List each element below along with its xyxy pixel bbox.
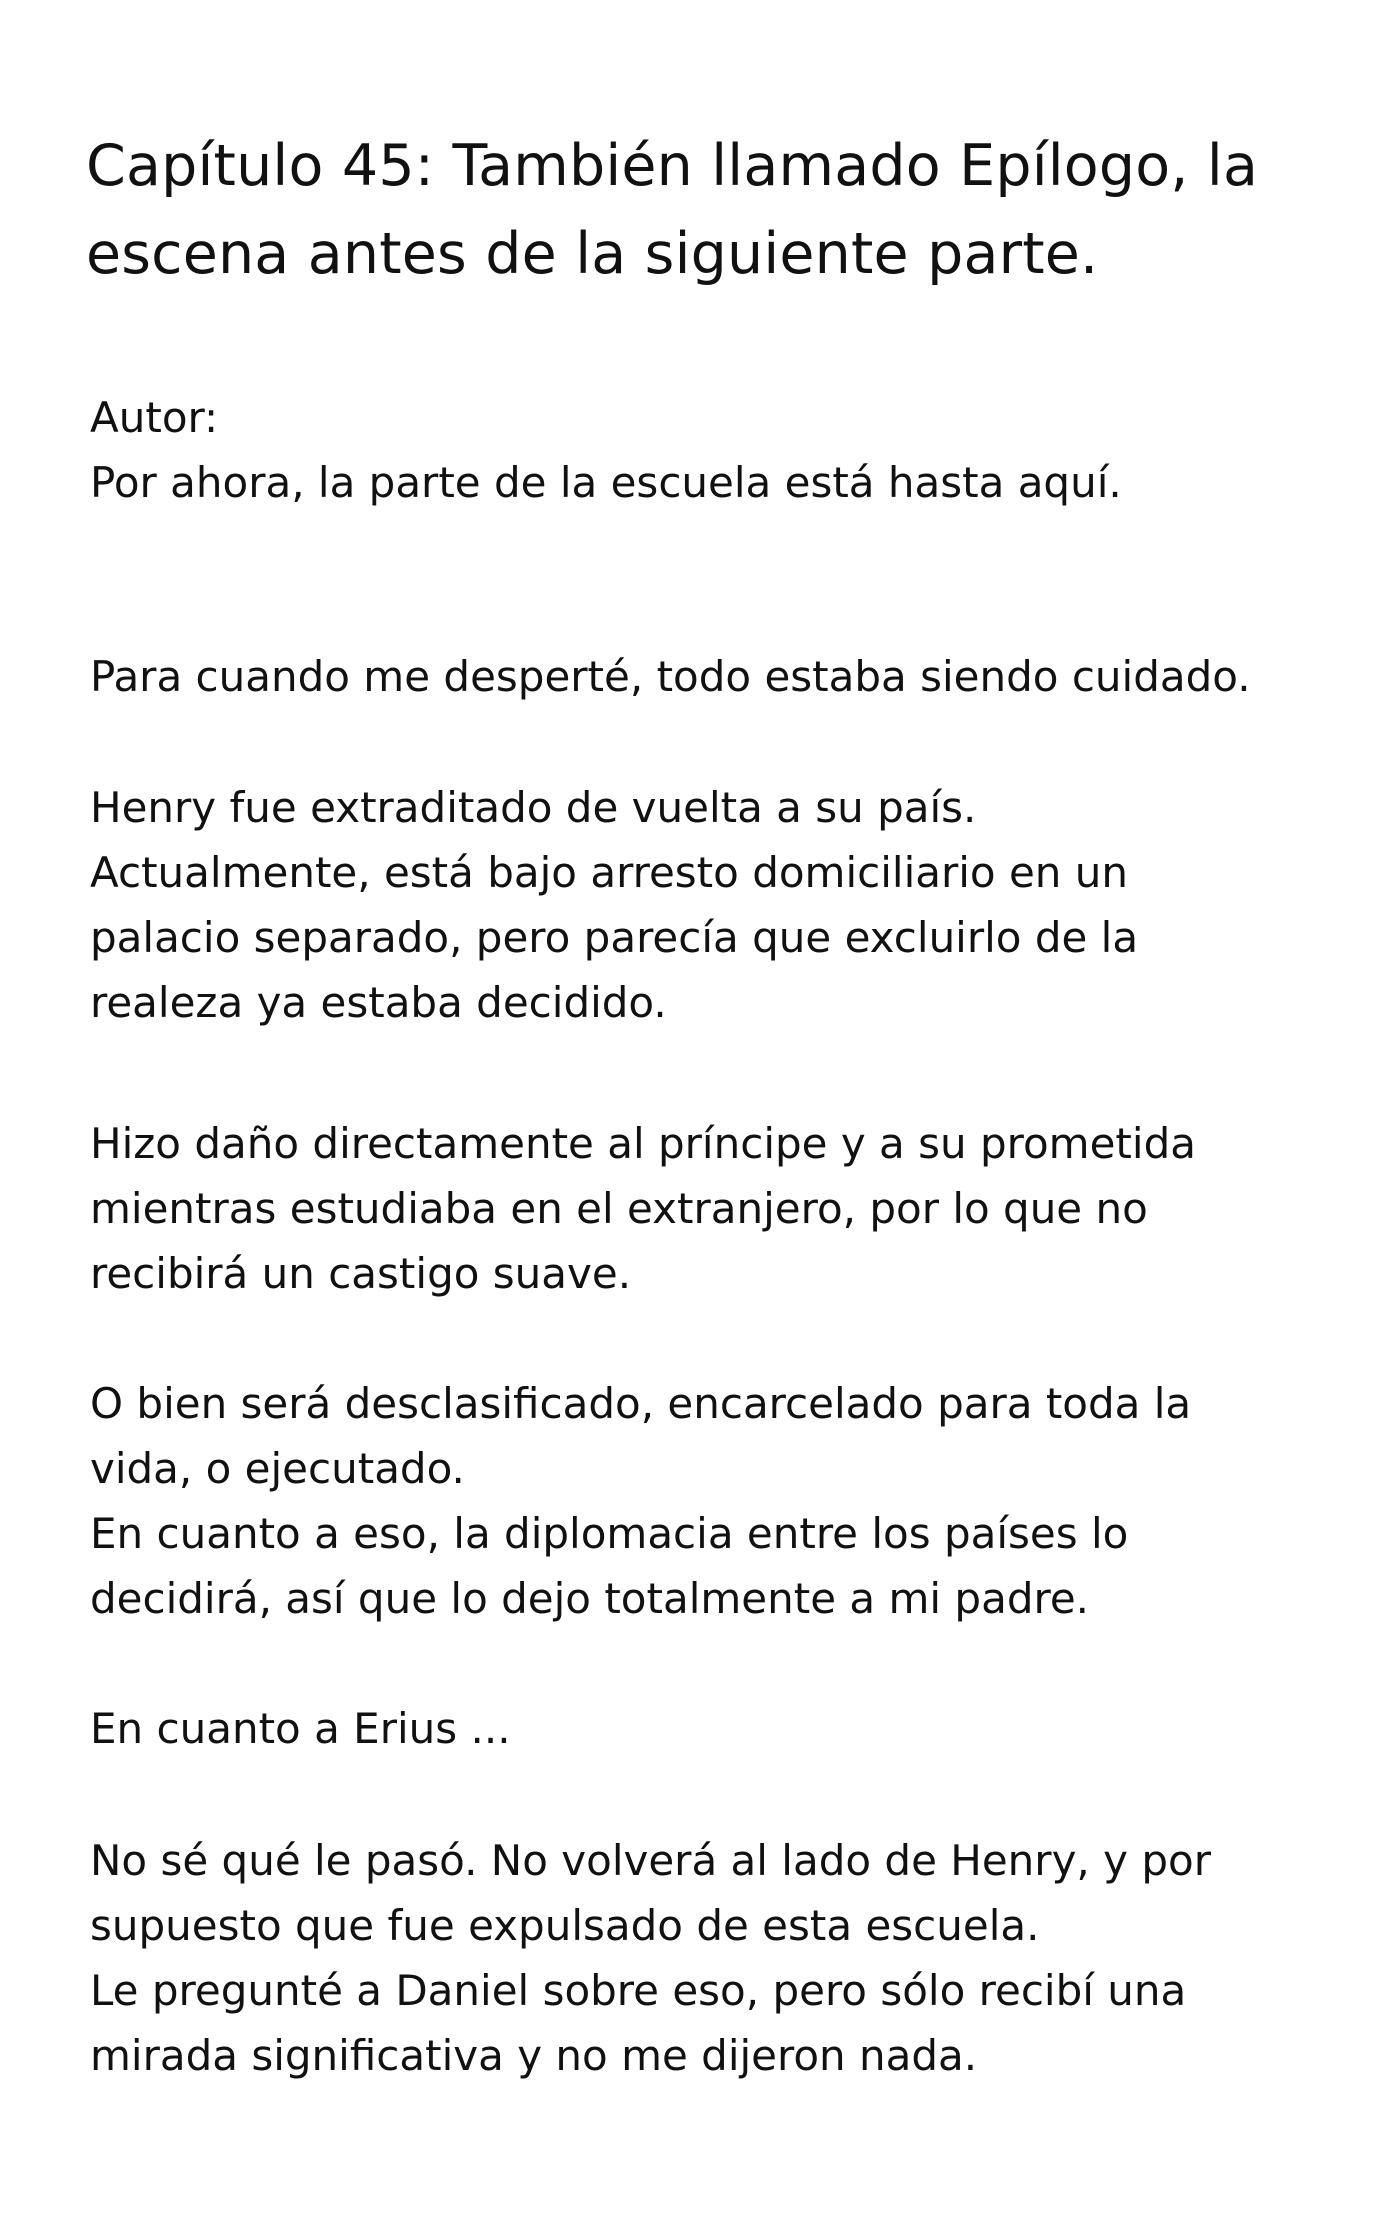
paragraph xyxy=(90,1371,1330,1631)
text-line: recibirá un castigo suave. xyxy=(90,1249,632,1298)
text-line: Actualmente, está bajo arresto domiciliario en un xyxy=(90,848,1129,897)
chapter-title-line: escena antes de la siguiente parte. xyxy=(86,221,1099,287)
text-line: Para cuando me desperté, todo estaba siendo cuidado. xyxy=(90,652,1251,701)
text-line: realeza ya estaba decidido. xyxy=(90,978,667,1027)
chapter-title-line: Capítulo 45: También llamado Epílogo, la xyxy=(86,133,1259,199)
author-label: Autor: xyxy=(90,393,219,442)
text-line: No sé qué le pasó. No volverá al lado de Henry, y por xyxy=(90,1836,1211,1885)
author-note xyxy=(90,385,1330,515)
text-line: Hizo daño directamente al príncipe y a su prometida xyxy=(90,1119,1196,1168)
text-line: decidirá, así que lo dejo totalmente a mi padre. xyxy=(90,1574,1090,1623)
text-line: O bien será desclasificado, encarcelado para toda la xyxy=(90,1379,1192,1428)
text-line: En cuanto a Erius ... xyxy=(90,1704,511,1753)
text-line: mientras estudiaba en el extranjero, por lo que no xyxy=(90,1184,1148,1233)
paragraph xyxy=(90,775,1330,1035)
text-line: Le pregunté a Daniel sobre eso, pero sólo recibí una xyxy=(90,1966,1187,2015)
paragraph xyxy=(90,1696,1330,1761)
text-line: Henry fue extraditado de vuelta a su país. xyxy=(90,783,977,832)
text-line: mirada significativa y no me dijeron nada. xyxy=(90,2031,978,2080)
paragraph xyxy=(90,644,1330,709)
paragraph xyxy=(90,1828,1330,2088)
text-line: palacio separado, pero parecía que excluirlo de la xyxy=(90,913,1139,962)
author-note-text: Por ahora, la parte de la escuela está hasta aquí. xyxy=(90,458,1122,507)
chapter-title xyxy=(86,122,1326,298)
paragraph xyxy=(90,1111,1330,1306)
text-line: En cuanto a eso, la diplomacia entre los países lo xyxy=(90,1509,1129,1558)
text-line: vida, o ejecutado. xyxy=(90,1444,465,1493)
text-line: supuesto que fue expulsado de esta escuela. xyxy=(90,1901,1040,1950)
